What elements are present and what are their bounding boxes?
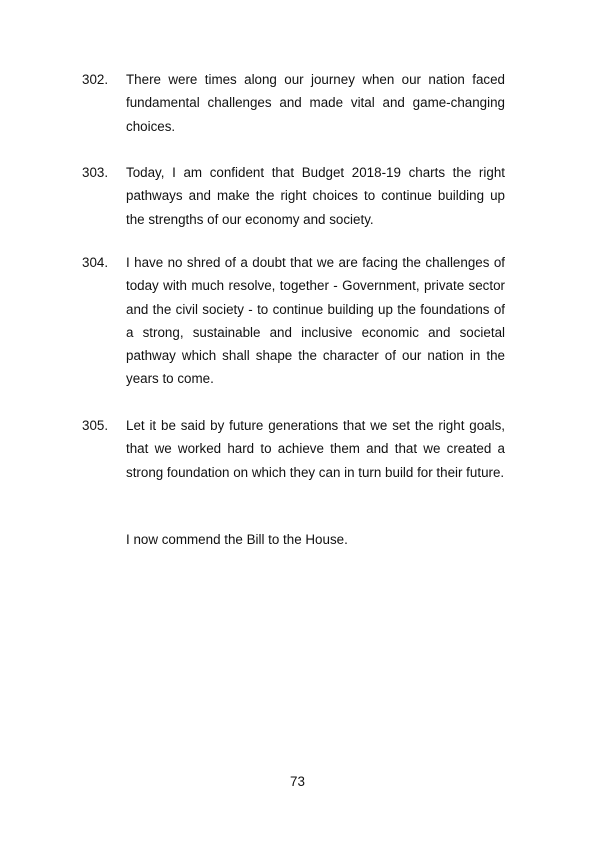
paragraph-305 (82, 414, 505, 484)
paragraph-number: 304. (82, 255, 109, 270)
paragraph-number: 305. (82, 418, 109, 433)
paragraph-text: Let it be said by future generations that we set the right goals, that we worked hard to achieve them and that we created a strong foundation on which they can in turn build for their future. (126, 418, 505, 480)
paragraph-text: Today, I am confident that Budget 2018-19 charts the right pathways and make the right choices to continue building up the strengths of our economy and society. (126, 165, 505, 227)
paragraph-number: 303. (82, 165, 109, 180)
paragraph-302 (82, 68, 505, 138)
closing-statement: I now commend the Bill to the House. (126, 532, 348, 547)
page-number: 73 (290, 774, 305, 789)
paragraph-text: I have no shred of a doubt that we are facing the challenges of today with much resolve, together - Government, private sector and the civil society - to continue building up the foundations of a strong, sustainable and inclusive economic and societal pathway which shall shape the character of our nation in the years to come. (126, 255, 505, 387)
paragraph-303 (82, 161, 505, 231)
paragraph-text: There were times along our journey when our nation faced fundamental challenges and made vital and game-changing choices. (126, 72, 505, 134)
paragraph-number: 302. (82, 72, 109, 87)
paragraph-304 (82, 251, 505, 391)
